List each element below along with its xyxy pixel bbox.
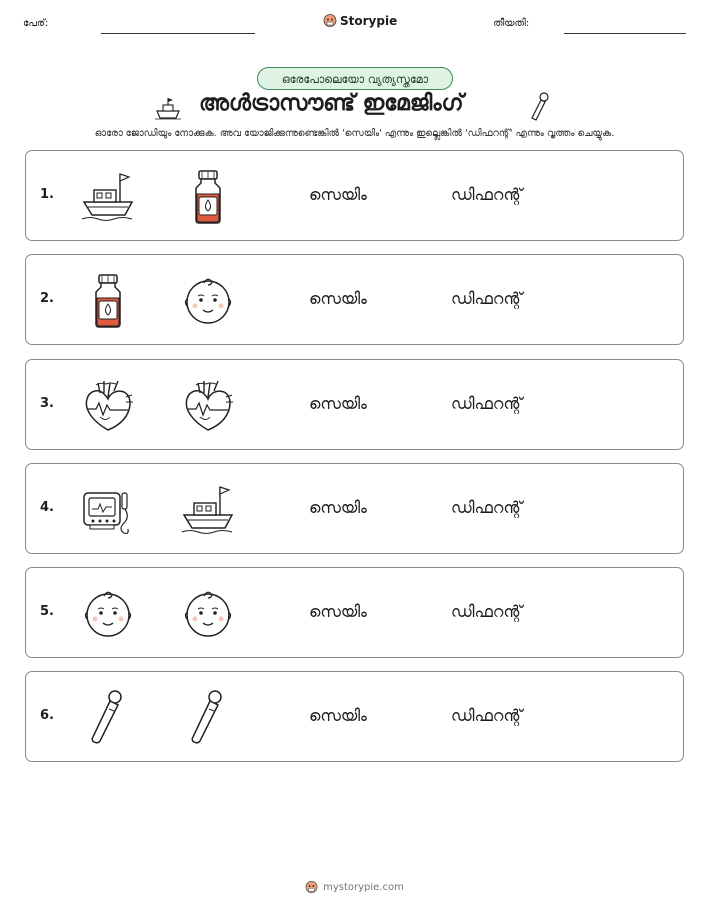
probe-icon xyxy=(80,689,136,747)
row-number: 1. xyxy=(40,187,54,202)
mascot-icon xyxy=(305,880,318,894)
baby-face-icon xyxy=(80,585,136,643)
footer xyxy=(0,880,709,894)
instructions: ഓരോ ജോഡിയും നോക്കുക. അവ യോജിക്കുന്നുണ്ടെങ്കിൽ 'സെയിം' എന്നും ഇല്ലെങ്കിൽ 'ഡിഫറന്റ്' എന്നും വൃത്തം ചെയ്യുക. xyxy=(94,128,615,139)
probe-icon xyxy=(527,91,551,123)
same-option[interactable]: സെയിം xyxy=(309,602,367,621)
title-row xyxy=(0,90,709,126)
pair-row-6 xyxy=(25,671,684,762)
category-badge: ഒരേപോലെയോ വ്യത്യസ്തമോ xyxy=(257,67,453,90)
bottle-icon xyxy=(180,168,236,226)
bottle-icon xyxy=(80,272,136,330)
different-option[interactable]: ഡിഫറന്റ് xyxy=(451,289,523,308)
pair-row-2 xyxy=(25,254,684,345)
pair-row-4 xyxy=(25,463,684,554)
different-option[interactable]: ഡിഫറന്റ് xyxy=(451,706,523,725)
mascot-icon xyxy=(323,13,337,28)
name-line[interactable] xyxy=(101,33,255,34)
heart-icon xyxy=(180,377,236,435)
baby-face-icon xyxy=(180,272,236,330)
ultrasound-machine-icon xyxy=(80,481,136,539)
same-option[interactable]: സെയിം xyxy=(309,289,367,308)
different-option[interactable]: ഡിഫറന്റ് xyxy=(451,602,523,621)
different-option[interactable]: ഡിഫറന്റ് xyxy=(451,498,523,517)
row-number: 6. xyxy=(40,708,54,723)
boat-icon xyxy=(80,168,136,226)
same-option[interactable]: സെയിം xyxy=(309,394,367,413)
different-option[interactable]: ഡിഫറന്റ് xyxy=(451,394,523,413)
page-title: അൾട്രാസൗണ്ട് ഇമേജിംഗ് xyxy=(199,91,464,116)
footer-url[interactable]: mystorypie.com xyxy=(323,881,404,893)
baby-face-icon xyxy=(180,585,236,643)
same-option[interactable]: സെയിം xyxy=(309,185,367,204)
row-number: 5. xyxy=(40,604,54,619)
different-option[interactable]: ഡിഫറന്റ് xyxy=(451,185,523,204)
boat-icon xyxy=(180,481,236,539)
name-label: പേര്: xyxy=(23,18,49,29)
same-option[interactable]: സെയിം xyxy=(309,706,367,725)
probe-icon xyxy=(180,689,236,747)
row-number: 3. xyxy=(40,396,54,411)
pair-row-5 xyxy=(25,567,684,658)
same-option[interactable]: സെയിം xyxy=(309,498,367,517)
date-line[interactable] xyxy=(564,33,686,34)
brand-name: Storypie xyxy=(340,13,398,28)
row-number: 2. xyxy=(40,291,54,306)
row-number: 4. xyxy=(40,500,54,515)
pair-row-1 xyxy=(25,150,684,241)
boat-icon xyxy=(154,95,182,121)
pair-row-3 xyxy=(25,359,684,450)
date-label: തീയതി: xyxy=(493,18,530,29)
brand-logo xyxy=(323,13,397,28)
heart-icon xyxy=(80,377,136,435)
